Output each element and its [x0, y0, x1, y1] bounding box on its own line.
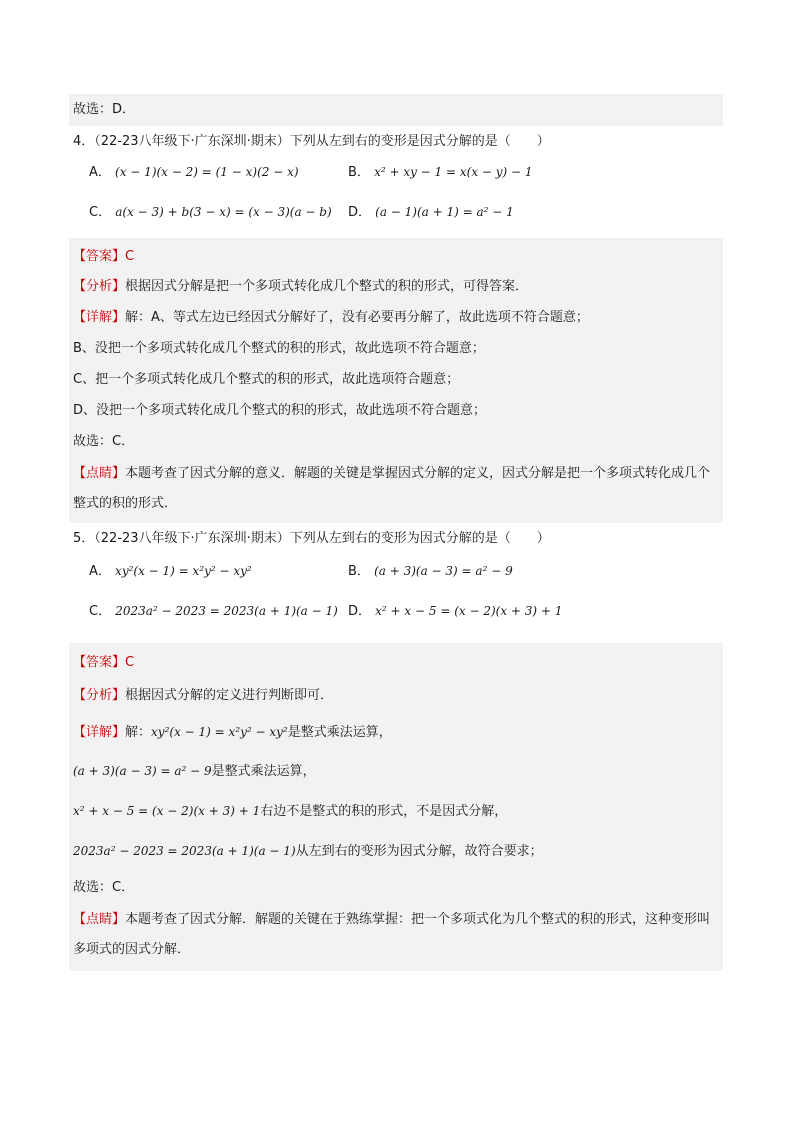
q4-analysis: 【分析】根据因式分解是把一个多项式转化成几个整式的积的形式，可得答案． — [73, 279, 529, 294]
q5-answer: 【答案】C — [73, 655, 135, 670]
q5-option-c: C． 2023a² − 2023 = 2023(a + 1)(a − 1) — [89, 604, 338, 619]
q4-answer: 【答案】C — [73, 249, 135, 264]
q4-option-c: C． a(x − 3) + b(3 − x) = (x − 3)(a − b) — [89, 205, 332, 220]
q4-options — [69, 158, 723, 230]
q4-solution — [69, 238, 723, 523]
q5-options — [69, 555, 723, 635]
prev-conclusion: 故选：D． — [69, 94, 723, 126]
q5-option-d: D． x² + x − 5 = (x − 2)(x + 3) + 1 — [348, 604, 563, 619]
q5-solution — [69, 643, 723, 971]
q4-stem: 4．（22-23八年级下·广东深圳·期末）下列从左到右的变形是因式分解的是（ ） — [73, 134, 550, 149]
q4-conclusion: 故选：C． — [73, 434, 135, 449]
q4-comment: 【点睛】本题考查了因式分解的意义．解题的关键是掌握因式分解的定义，因式分解是把一个多项式转化成几个整式的积的形式． — [73, 466, 711, 511]
q5-comment: 【点睛】本题考查了因式分解．解题的关键在于熟练掌握：把一个多项式化为几个整式的积的形式，这种变形叫多项式的因式分解． — [73, 912, 711, 957]
q4-detail-line: B、没把一个多项式转化成几个整式的积的形式，故此选项不符合题意； — [73, 341, 485, 356]
q5-detail-line: x² + x − 5 = (x − 2)(x + 3) + 1右边不是整式的积的形式，不是因式分解， — [73, 804, 508, 819]
q5-detail-line: (a + 3)(a − 3) = a² − 9是整式乘法运算， — [73, 764, 316, 779]
q4-detail: 【详解】解：A、等式左边已经因式分解好了，没有必要再分解了，故此选项不符合题意； — [73, 310, 589, 325]
q4-option-b: B． x² + xy − 1 = x(x − y) − 1 — [348, 165, 533, 180]
q4-option-a: A． (x − 1)(x − 2) = (1 − x)(2 − x) — [89, 165, 299, 180]
q4-option-d: D． (a − 1)(a + 1) = a² − 1 — [348, 205, 514, 220]
q5-analysis: 【分析】根据因式分解的定义进行判断即可． — [73, 688, 334, 703]
q4-detail-line: D、没把一个多项式转化成几个整式的积的形式，故此选项不符合题意； — [73, 403, 487, 418]
q5-detail: 【详解】解：xy²(x − 1) = x²y² − xy²是整式乘法运算， — [73, 725, 392, 740]
q5-detail-line: 2023a² − 2023 = 2023(a + 1)(a − 1)从左到右的变形为因式分解，故符合要求； — [73, 844, 543, 859]
q4-detail-line: C、把一个多项式转化成几个整式的积的形式，故此选项符合题意； — [73, 372, 460, 387]
q5-option-b: B． (a + 3)(a − 3) = a² − 9 — [348, 564, 513, 579]
page-content — [69, 94, 723, 971]
q5-conclusion: 故选：C． — [73, 880, 135, 895]
q5-option-a: A． xy²(x − 1) = x²y² − xy² — [89, 564, 252, 579]
q5-stem: 5．（22-23八年级下·广东深圳·期末）下列从左到右的变形为因式分解的是（ ） — [73, 531, 550, 546]
